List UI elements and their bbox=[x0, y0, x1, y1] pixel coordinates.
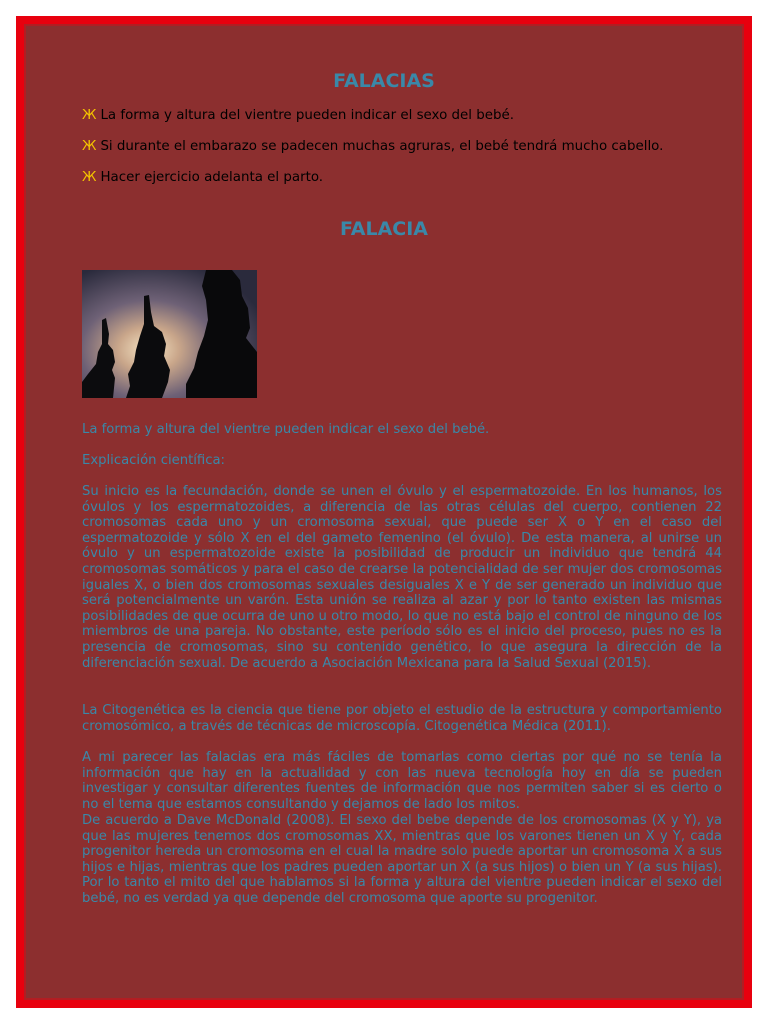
bullet-symbol-icon: Ж bbox=[82, 139, 97, 154]
bullet-text: La forma y altura del vientre pueden indicar el sexo del bebé. bbox=[100, 108, 514, 123]
bullet-item-1 bbox=[82, 108, 514, 123]
page-frame bbox=[16, 16, 752, 1008]
paragraph-fecundacion: Su inicio es la fecundación, donde se unen el óvulo y el espermatozoide. En los humanos, los óvulos y los espermatozoides, a diferencia de las otras células del cuerpo, contienen 22 cromosomas cada uno y un cromosoma sexual, que puede ser X o Y en el caso del espermatozoide y sólo X en el del gameto femenino (el óvulo). De esta manera, al unirse un óvulo y un espermatozoide existe la posibilidad de producir un individuo que tendrá 44 cromosomas somáticos y para el caso de crearse la potencialidad de ser mujer dos cromosomas iguales X, o bien dos cromosomas sexuales desiguales X e Y de ser generado un individuo que será potencialmente un varón. Esta unión se realiza al azar y por lo tanto existen las mismas posibilidades de que ocurra de uno u otro modo, lo que no está bajo el control de ninguno de los miembros de una pareja. No obstante, este período sólo es el inicio del proceso, pues no es la presencia de cromosomas, sino su contenido genético, lo que asegura la dirección de la diferenciación sexual. De acuerdo a Asociación Mexicana para la Salud Sexual (2015). bbox=[82, 484, 722, 671]
page-content bbox=[24, 24, 744, 1000]
title-falacias: FALACIAS bbox=[333, 70, 435, 92]
paragraph-opinion: A mi parecer las falacias era más fáciles de tomarlas como ciertas por qué no se tenía la información que hay en la actualidad y con las nueva tecnología hoy en día se pueden investigar y consultar diferentes fuentes de información que nos permiten saber si es cierto o no el tema que estamos consultando y dejamos de lado los mitos. bbox=[82, 750, 722, 812]
paragraph-citogenetica: La Citogenética es la ciencia que tiene por objeto el estudio de la estructura y comportamiento cromosómico, a través de técnicas de microscopía. Citogenética Médica (2011). bbox=[82, 703, 722, 734]
paragraph-explicacion-heading: Explicación científica: bbox=[82, 453, 226, 468]
paragraph-topic: La forma y altura del vientre pueden indicar el sexo del bebé. bbox=[82, 422, 490, 437]
bullet-item-2 bbox=[82, 139, 663, 154]
bullet-text: Si durante el embarazo se padecen muchas agruras, el bebé tendrá mucho cabello. bbox=[100, 139, 664, 154]
bullet-symbol-icon: Ж bbox=[82, 170, 97, 185]
title-falacia: FALACIA bbox=[339, 218, 429, 240]
bullet-item-3 bbox=[82, 170, 323, 185]
paragraph-mcdonald: De acuerdo a Dave McDonald (2008). El sexo del bebe depende de los cromosomas (X y Y), ya que las mujeres tenemos dos cromosomas XX, mientras que los varones tienen un X y Y, cada progenitor hereda un cromosoma en el cual la madre solo puede aportar un cromosoma X a sus hijos e hijas, mientras que los padres pueden aportar un X (a sus hijos) o bien un Y (a sus hijas). Por lo tanto el mito del que hablamos si la forma y altura del vientre pueden indicar el sexo del bebé, no es verdad ya que depende del cromosoma que aporte su progenitor. bbox=[82, 813, 722, 906]
pregnant-silhouettes-photo bbox=[82, 270, 257, 398]
bullet-text: Hacer ejercicio adelanta el parto. bbox=[100, 170, 324, 185]
bullet-symbol-icon: Ж bbox=[82, 108, 97, 123]
